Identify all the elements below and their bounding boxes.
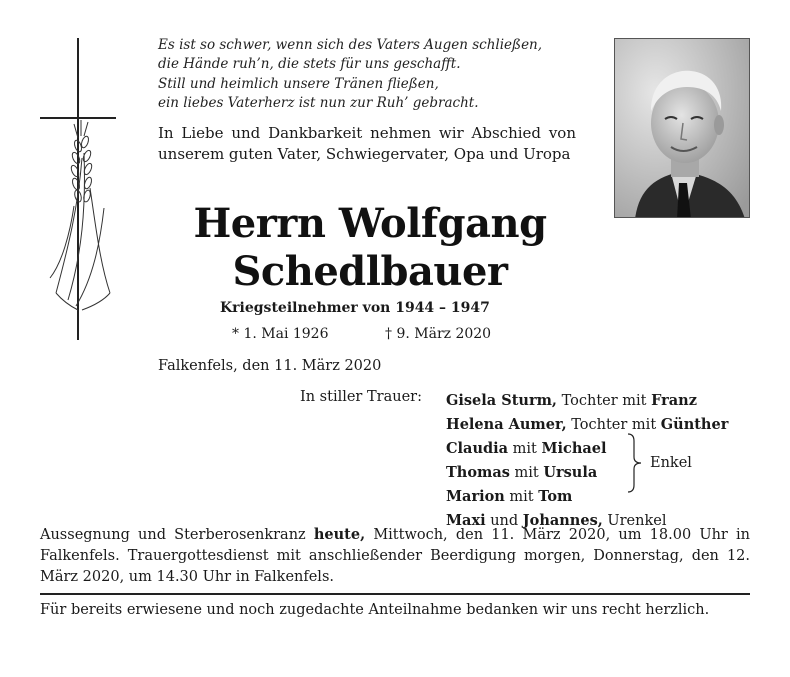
- relation-text: mit: [504, 489, 539, 505]
- poem-line: Still und heimlich unsere Tränen fließen,: [158, 75, 439, 92]
- service-text: Aussegnung und Sterberosenkranz: [40, 527, 314, 543]
- relation-text: und: [485, 513, 523, 529]
- mourners-label: In stiller Trauer:: [300, 389, 422, 405]
- name-line-1: Herrn Wolfgang: [193, 200, 547, 247]
- mourner-row: [446, 389, 728, 413]
- deceased-name: [110, 200, 630, 296]
- mourner-name: Helena Aumer,: [446, 416, 567, 433]
- place-and-date: Falkenfels, den 11. März 2020: [158, 358, 382, 374]
- relation-text: Urenkel: [602, 513, 667, 529]
- service-details: [40, 524, 750, 588]
- mourner-name: Ursula: [543, 464, 598, 481]
- mourner-row: [446, 413, 728, 437]
- name-line-2: Schedlbauer: [232, 248, 508, 295]
- mourner-name: Marion: [446, 488, 505, 505]
- mourner-name: Günther: [660, 416, 729, 433]
- poem-line: die Hände ruh’n, die stets für uns geschafft.: [158, 56, 461, 73]
- mourner-name: Franz: [651, 392, 697, 409]
- poem-line: ein liebes Vaterherz ist nun zur Ruh’ gebracht.: [158, 94, 479, 111]
- birth-date: * 1. Mai 1926: [232, 326, 329, 342]
- poem: [158, 36, 598, 113]
- relation-text: mit: [509, 465, 544, 481]
- thanks-note: Für bereits erwiesene und noch zugedachte Anteilnahme bedanken wir uns recht herzlich.: [40, 602, 710, 618]
- poem-line: Es ist so schwer, wenn sich des Vaters Augen schließen,: [158, 37, 543, 53]
- service-today: heute,: [313, 526, 366, 543]
- mourner-row: [446, 485, 728, 509]
- grandchildren-label: Enkel: [650, 455, 692, 471]
- mourner-name: Tom: [538, 488, 573, 505]
- veteran-note: Kriegsteilnehmer von 1944 – 1947: [220, 300, 490, 316]
- cross-with-wheat-icon: [38, 38, 118, 340]
- service-text: Mittwoch, den 11. März 2020, um 18.00 Uhr in Falkenfels. Trauergottesdienst mit anschließender Beerdigung morgen, Donnerstag, den 12. März 2020, um 14.30 Uhr in Falkenfels.: [40, 527, 751, 585]
- relation-text: Tochter mit: [556, 393, 652, 409]
- mourner-name: Maxi: [446, 512, 486, 529]
- death-date: † 9. März 2020: [385, 326, 492, 342]
- mourner-name: Gisela Sturm,: [446, 392, 557, 409]
- farewell-intro: In Liebe und Dankbarkeit nehmen wir Abschied von unserem guten Vater, Schwiegervater, Opa und Uropa: [158, 124, 576, 163]
- relation-text: mit: [508, 441, 542, 457]
- portrait-photo: [614, 38, 750, 218]
- right-brace-icon: [626, 433, 646, 493]
- mourner-name: Michael: [541, 440, 607, 457]
- relation-text: Tochter mit: [566, 417, 661, 433]
- mourner-name: Thomas: [446, 464, 510, 481]
- mourner-name: Claudia: [446, 440, 509, 457]
- mourner-name: Johannes,: [522, 512, 603, 529]
- divider: [40, 593, 750, 595]
